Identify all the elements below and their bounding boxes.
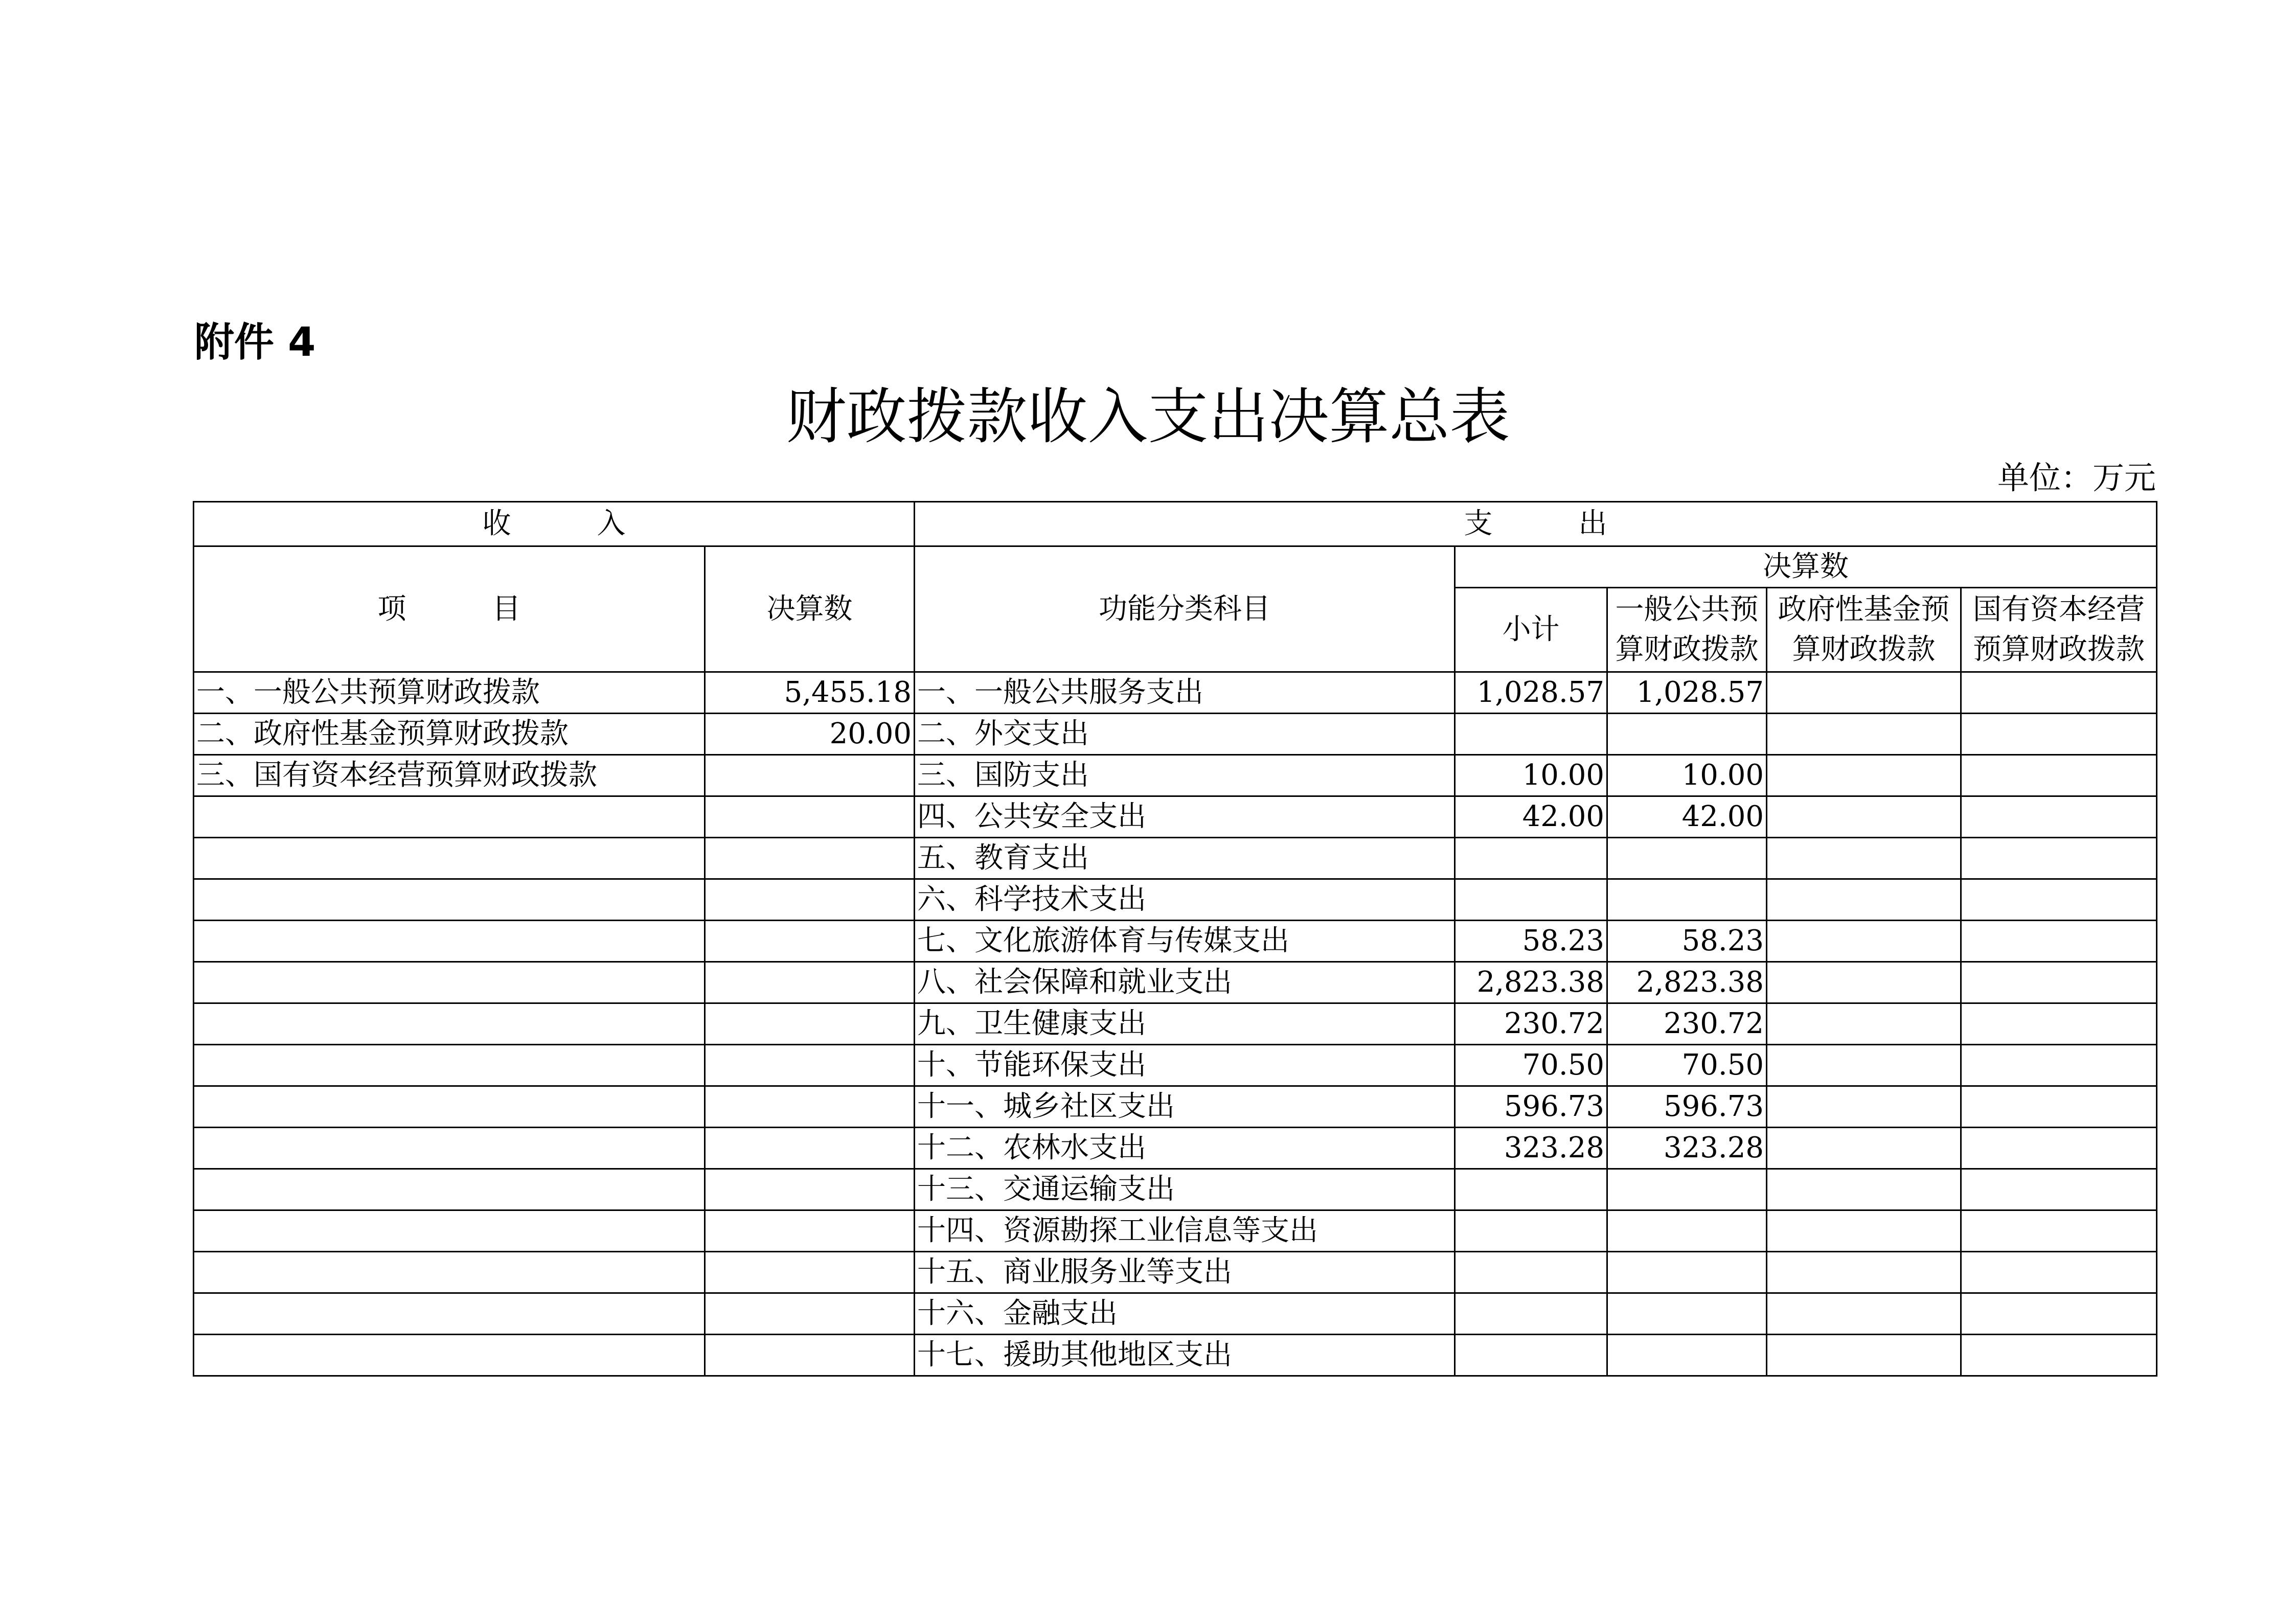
income-amount-cell: [705, 1210, 915, 1252]
general-budget-header: 一般公共预算财政拨款: [1607, 588, 1767, 672]
table-row: [194, 1086, 2157, 1128]
header-row-sections: [194, 502, 2157, 546]
gov-fund-cell: [1767, 1086, 1961, 1128]
general-budget-cell: [1607, 714, 1767, 755]
general-budget-cell: 230.72: [1607, 1003, 1767, 1045]
gov-fund-cell: [1767, 714, 1961, 755]
general-budget-cell: 58.23: [1607, 921, 1767, 962]
expense-item-cell: 十四、资源勘探工业信息等支出: [915, 1210, 1455, 1252]
table-row: [194, 1045, 2157, 1086]
income-amount-cell: [705, 1169, 915, 1210]
subtotal-cell: 42.00: [1455, 796, 1607, 838]
income-amount-cell: [705, 838, 915, 879]
table-row: [194, 714, 2157, 755]
state-capital-cell: [1961, 838, 2157, 879]
income-amount-cell: [705, 962, 915, 1003]
subtotal-cell: 2,823.38: [1455, 962, 1607, 1003]
gov-fund-cell: [1767, 672, 1961, 714]
table-row: [194, 672, 2157, 714]
state-capital-cell: [1961, 1003, 2157, 1045]
gov-fund-cell: [1767, 962, 1961, 1003]
subtotal-cell: [1455, 714, 1607, 755]
state-capital-budget-header: 国有资本经营预算财政拨款: [1961, 588, 2157, 672]
income-item-cell: [194, 879, 705, 921]
income-item-cell: [194, 1128, 705, 1169]
income-amount-cell: [705, 796, 915, 838]
table-row: [194, 1128, 2157, 1169]
final-amount-group-header: 决算数: [1455, 546, 2157, 588]
table-row: [194, 921, 2157, 962]
expense-item-cell: 二、外交支出: [915, 714, 1455, 755]
table-row: [194, 796, 2157, 838]
state-capital-cell: [1961, 755, 2157, 796]
subtotal-cell: [1455, 1335, 1607, 1376]
item-header: 项 目: [194, 546, 705, 672]
income-item-cell: [194, 1293, 705, 1335]
income-item-cell: 一、一般公共预算财政拨款: [194, 672, 705, 714]
state-capital-cell: [1961, 962, 2157, 1003]
state-capital-cell: [1961, 1252, 2157, 1293]
subtotal-cell: 596.73: [1455, 1086, 1607, 1128]
expense-item-cell: 七、文化旅游体育与传媒支出: [915, 921, 1455, 962]
subtotal-cell: [1455, 838, 1607, 879]
state-capital-cell: [1961, 1045, 2157, 1086]
income-item-cell: [194, 1210, 705, 1252]
general-budget-cell: 2,823.38: [1607, 962, 1767, 1003]
state-capital-cell: [1961, 1210, 2157, 1252]
gov-fund-cell: [1767, 1335, 1961, 1376]
functional-category-header: 功能分类科目: [915, 546, 1455, 672]
income-amount-cell: 5,455.18: [705, 672, 915, 714]
general-budget-cell: [1607, 1335, 1767, 1376]
expense-item-cell: 四、公共安全支出: [915, 796, 1455, 838]
expense-header: 支 出: [915, 502, 2157, 546]
income-item-cell: [194, 1003, 705, 1045]
general-budget-cell: 1,028.57: [1607, 672, 1767, 714]
income-item-cell: [194, 1045, 705, 1086]
state-capital-cell: [1961, 672, 2157, 714]
table-row: [194, 1293, 2157, 1335]
state-capital-cell: [1961, 1128, 2157, 1169]
general-budget-cell: [1607, 1293, 1767, 1335]
expense-item-cell: 十七、援助其他地区支出: [915, 1335, 1455, 1376]
general-budget-cell: [1607, 1169, 1767, 1210]
expense-item-cell: 十五、商业服务业等支出: [915, 1252, 1455, 1293]
income-amount-cell: [705, 1293, 915, 1335]
gov-fund-cell: [1767, 1210, 1961, 1252]
general-budget-cell: [1607, 1210, 1767, 1252]
budget-table: [193, 501, 2157, 1377]
income-amount-cell: [705, 1335, 915, 1376]
gov-fund-cell: [1767, 1128, 1961, 1169]
income-item-cell: [194, 838, 705, 879]
subtotal-cell: 10.00: [1455, 755, 1607, 796]
income-amount-cell: [705, 755, 915, 796]
subtotal-cell: [1455, 1293, 1607, 1335]
state-capital-cell: [1961, 1293, 2157, 1335]
income-amount-cell: [705, 1003, 915, 1045]
general-budget-cell: 10.00: [1607, 755, 1767, 796]
income-amount-cell: [705, 1086, 915, 1128]
expense-item-cell: 九、卫生健康支出: [915, 1003, 1455, 1045]
gov-fund-cell: [1767, 1003, 1961, 1045]
income-item-cell: [194, 921, 705, 962]
gov-fund-cell: [1767, 1293, 1961, 1335]
state-capital-cell: [1961, 1169, 2157, 1210]
expense-item-cell: 五、教育支出: [915, 838, 1455, 879]
income-item-cell: 二、政府性基金预算财政拨款: [194, 714, 705, 755]
table-row: [194, 1169, 2157, 1210]
gov-fund-cell: [1767, 1045, 1961, 1086]
expense-item-cell: 十三、交通运输支出: [915, 1169, 1455, 1210]
table-row: [194, 1210, 2157, 1252]
expense-item-cell: 八、社会保障和就业支出: [915, 962, 1455, 1003]
subtotal-cell: [1455, 879, 1607, 921]
gov-fund-cell: [1767, 1169, 1961, 1210]
gov-fund-cell: [1767, 879, 1961, 921]
subtotal-cell: 70.50: [1455, 1045, 1607, 1086]
unit-label: 单位：万元: [1997, 459, 2156, 496]
state-capital-cell: [1961, 714, 2157, 755]
table-row: [194, 879, 2157, 921]
gov-fund-cell: [1767, 796, 1961, 838]
table-row: [194, 1252, 2157, 1293]
income-amount-cell: [705, 921, 915, 962]
attachment-label: 附件 4: [194, 319, 316, 365]
table-row: [194, 838, 2157, 879]
income-amount-cell: [705, 1252, 915, 1293]
header-row-columns: [194, 546, 2157, 588]
state-capital-cell: [1961, 1086, 2157, 1128]
general-budget-cell: 42.00: [1607, 796, 1767, 838]
expense-item-cell: 十二、农林水支出: [915, 1128, 1455, 1169]
state-capital-cell: [1961, 879, 2157, 921]
table-row: [194, 1335, 2157, 1376]
income-amount-cell: [705, 1045, 915, 1086]
expense-item-cell: 六、科学技术支出: [915, 879, 1455, 921]
income-amount-cell: 20.00: [705, 714, 915, 755]
general-budget-cell: 70.50: [1607, 1045, 1767, 1086]
expense-item-cell: 十一、城乡社区支出: [915, 1086, 1455, 1128]
general-budget-cell: 323.28: [1607, 1128, 1767, 1169]
income-item-cell: [194, 1086, 705, 1128]
income-header: 收 入: [194, 502, 915, 546]
subtotal-cell: 58.23: [1455, 921, 1607, 962]
expense-item-cell: 十六、金融支出: [915, 1293, 1455, 1335]
general-budget-cell: 596.73: [1607, 1086, 1767, 1128]
state-capital-cell: [1961, 796, 2157, 838]
income-item-cell: [194, 962, 705, 1003]
page-title: 财政拨款收入支出决算总表: [786, 381, 1510, 452]
table-row: [194, 755, 2157, 796]
subtotal-cell: 230.72: [1455, 1003, 1607, 1045]
expense-item-cell: 一、一般公共服务支出: [915, 672, 1455, 714]
subtotal-cell: [1455, 1169, 1607, 1210]
subtotal-cell: 323.28: [1455, 1128, 1607, 1169]
general-budget-cell: [1607, 838, 1767, 879]
income-amount-cell: [705, 879, 915, 921]
table-row: [194, 1003, 2157, 1045]
final-amount-header: 决算数: [705, 546, 915, 672]
subtotal-header: 小计: [1455, 588, 1607, 672]
subtotal-cell: [1455, 1252, 1607, 1293]
gov-fund-cell: [1767, 838, 1961, 879]
expense-item-cell: 三、国防支出: [915, 755, 1455, 796]
state-capital-cell: [1961, 921, 2157, 962]
income-item-cell: [194, 1335, 705, 1376]
income-amount-cell: [705, 1128, 915, 1169]
income-item-cell: [194, 1252, 705, 1293]
table-row: [194, 962, 2157, 1003]
gov-fund-budget-header: 政府性基金预算财政拨款: [1767, 588, 1961, 672]
expense-item-cell: 十、节能环保支出: [915, 1045, 1455, 1086]
income-item-cell: 三、国有资本经营预算财政拨款: [194, 755, 705, 796]
gov-fund-cell: [1767, 755, 1961, 796]
gov-fund-cell: [1767, 921, 1961, 962]
subtotal-cell: [1455, 1210, 1607, 1252]
state-capital-cell: [1961, 1335, 2157, 1376]
general-budget-cell: [1607, 1252, 1767, 1293]
general-budget-cell: [1607, 879, 1767, 921]
income-item-cell: [194, 796, 705, 838]
gov-fund-cell: [1767, 1252, 1961, 1293]
income-item-cell: [194, 1169, 705, 1210]
subtotal-cell: 1,028.57: [1455, 672, 1607, 714]
